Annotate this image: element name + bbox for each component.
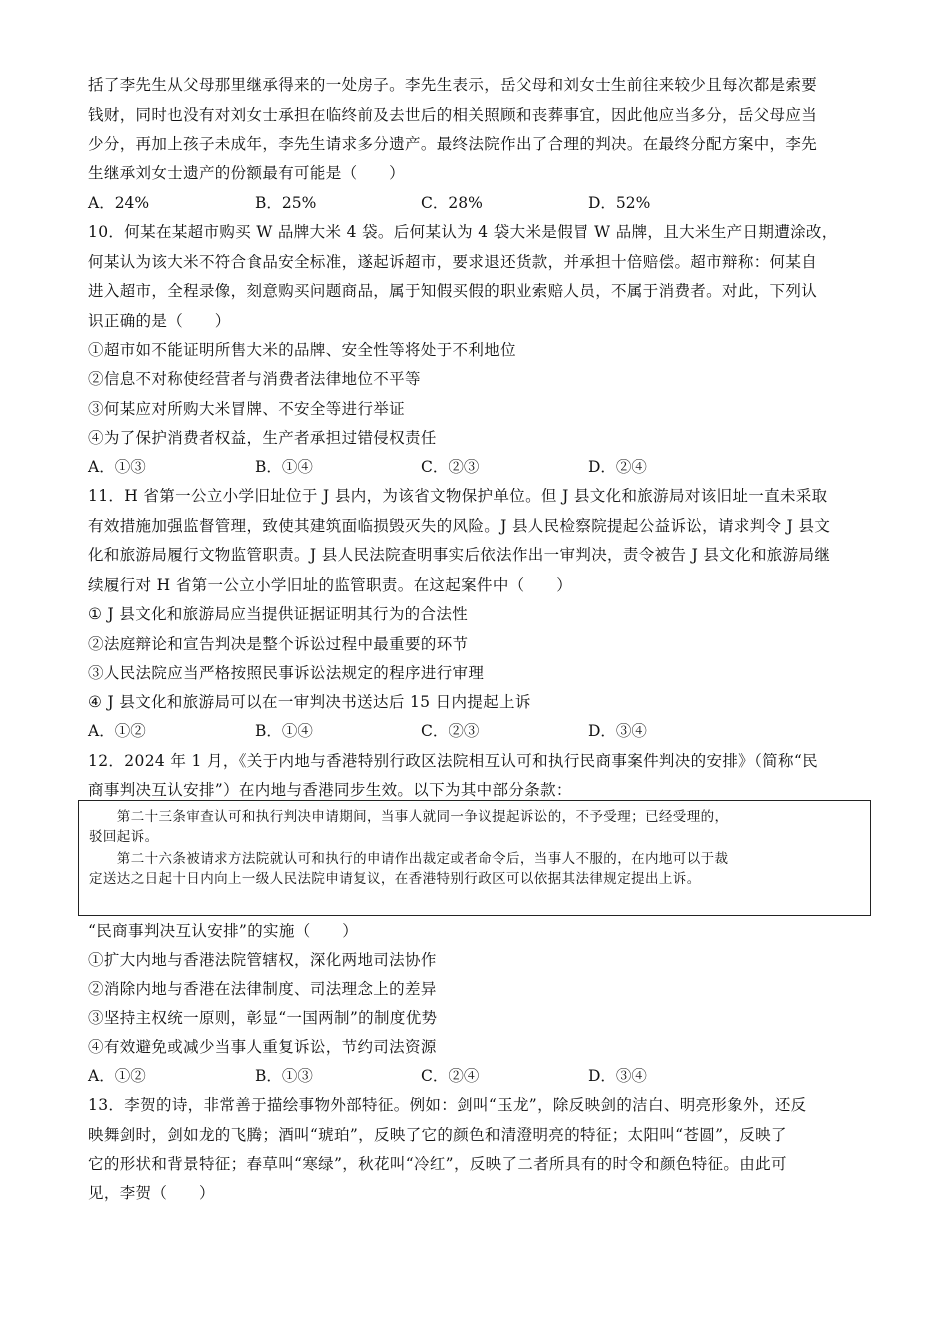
q10-stem-line: 进入超市，全程录像，刻意购买问题商品，属于知假买假的职业索赔人员，不属于消费者。对此，下列认 <box>88 282 818 300</box>
q12-option-b[interactable]: B．①③ <box>255 1067 313 1085</box>
q9-option-b[interactable]: B．25% <box>255 194 317 212</box>
q10-statement: ③何某应对所购大米冒牌、不安全等进行举证 <box>88 400 406 418</box>
q12-statement: ③坚持主权统一原则，彰显“一国两制”的制度优势 <box>88 1009 438 1027</box>
q13-stem-line: 13．李贺的诗，非常善于描绘事物外部特征。例如：剑叫“玉龙”，除反映剑的洁白、明亮形象外，还反 <box>88 1096 807 1114</box>
q12-stem-line: 12．2024 年 1 月，《关于内地与香港特别行政区法院相互认可和执行民商事案件判决的安排》（简称“民 <box>88 752 818 770</box>
q9-line: 生继承刘女士遗产的份额最有可能是（ ） <box>88 164 406 182</box>
q12-clause-line: 第二十三条审查认可和执行判决申请期间，当事人就同一争议提起诉讼的，不予受理；已经受理的， <box>89 809 729 825</box>
q10-option-a[interactable]: A．①③ <box>88 458 146 476</box>
q11-option-d[interactable]: D．③④ <box>588 722 647 740</box>
q12-option-a[interactable]: A．①② <box>88 1067 146 1085</box>
q9-options <box>88 192 878 214</box>
q10-option-d[interactable]: D．②④ <box>588 458 647 476</box>
q11-statement: ④ J 县文化和旅游局可以在一审判决书送达后 15 日内提起上诉 <box>88 693 531 711</box>
q13-stem-line: 见，李贺（ ） <box>88 1184 215 1202</box>
q11-options <box>88 720 878 742</box>
q12-option-c[interactable]: C．②④ <box>421 1067 480 1085</box>
q13-stem-line: 映舞剑时，剑如龙的飞腾；酒叫“琥珀”，反映了它的颜色和清澄明亮的特征；太阳叫“苍圆”，反映了 <box>88 1126 787 1144</box>
q9-line: 钱财，同时也没有对刘女士承担在临终前及去世后的相关照顾和丧葬事宜，因此他应当多分，岳父母应当 <box>88 106 818 124</box>
q11-option-c[interactable]: C．②③ <box>421 722 480 740</box>
q10-option-c[interactable]: C．②③ <box>421 458 480 476</box>
q9-option-d[interactable]: D．52% <box>588 194 651 212</box>
q12-options <box>88 1065 878 1087</box>
q12-clause-line: 驳回起诉。 <box>89 829 159 845</box>
q10-statement: ①超市如不能证明所售大米的品牌、安全性等将处于不利地位 <box>88 341 516 359</box>
q10-statement: ②信息不对称使经营者与消费者法律地位不平等 <box>88 370 421 388</box>
q11-stem-line: 有效措施加强监督管理，致使其建筑面临损毁灭失的风险。J 县人民检察院提起公益诉讼，请求判令 J 县文 <box>88 517 831 535</box>
q11-statement: ②法庭辩论和宣告判决是整个诉讼过程中最重要的环节 <box>88 635 469 653</box>
q11-stem-line: 11．H 省第一公立小学旧址位于 J 县内，为该省文物保护单位。但 J 县文化和旅游局对该旧址一直未采取 <box>88 487 828 505</box>
q12-question-line: “民商事判决互认安排”的实施（ ） <box>88 922 359 940</box>
q12-clause-line: 第二十六条被请求方法院就认可和执行的申请作出裁定或者命令后，当事人不服的，在内地可以于裁 <box>89 851 729 867</box>
q9-option-a[interactable]: A．24% <box>88 194 150 212</box>
q11-option-b[interactable]: B．①④ <box>255 722 313 740</box>
q12-statement: ②消除内地与香港在法律制度、司法理念上的差异 <box>88 980 437 998</box>
q12-clause-box <box>78 800 871 916</box>
q12-statement: ①扩大内地与香港法院管辖权，深化两地司法协作 <box>88 951 437 969</box>
q11-statement: ③人民法院应当严格按照民事诉讼法规定的程序进行审理 <box>88 664 485 682</box>
q13-stem-line: 它的形状和背景特征；春草叫“寒绿”，秋花叫“冷红”，反映了二者所具有的时令和颜色特征。由此可 <box>88 1155 787 1173</box>
q11-statement: ① J 县文化和旅游局应当提供证据证明其行为的合法性 <box>88 605 469 623</box>
q10-stem-line: 识正确的是（ ） <box>88 312 231 330</box>
q9-option-c[interactable]: C．28% <box>421 194 483 212</box>
q12-option-d[interactable]: D．③④ <box>588 1067 647 1085</box>
q11-option-a[interactable]: A．①② <box>88 722 146 740</box>
q10-options <box>88 456 878 478</box>
q11-stem-line: 化和旅游局履行文物监管职责。J 县人民法院查明事实后依法作出一审判决，责令被告 J 县文化和旅游局继 <box>88 546 831 564</box>
q9-line: 括了李先生从父母那里继承得来的一处房子。李先生表示，岳父母和刘女士生前往来较少且每次都是索要 <box>88 76 818 94</box>
q10-statement: ④为了保护消费者权益，生产者承担过错侵权责任 <box>88 429 437 447</box>
q12-stem-line: 商事判决互认安排”）在内地与香港同步生效。以下为其中部分条款： <box>88 781 572 799</box>
q10-option-b[interactable]: B．①④ <box>255 458 313 476</box>
q10-stem-line: 何某认为该大米不符合食品安全标准，遂起诉超市，要求退还货款，并承担十倍赔偿。超市辩称：何某自 <box>88 253 818 271</box>
q11-stem-line: 续履行对 H 省第一公立小学旧址的监管职责。在这起案件中（ ） <box>88 576 573 594</box>
q10-stem-line: 10．何某在某超市购买 W 品牌大米 4 袋。后何某认为 4 袋大米是假冒 W 品牌，且大米生产日期遭涂改， <box>88 223 838 241</box>
q9-line: 少分，再加上孩子未成年，李先生请求多分遗产。最终法院作出了合理的判决。在最终分配方案中，李先 <box>88 135 818 153</box>
q12-statement: ④有效避免或减少当事人重复诉讼，节约司法资源 <box>88 1038 437 1056</box>
q12-clause-line: 定送达之日起十日内向上一级人民法院申请复议，在香港特别行政区可以依据其法律规定提出上诉。 <box>89 871 701 887</box>
